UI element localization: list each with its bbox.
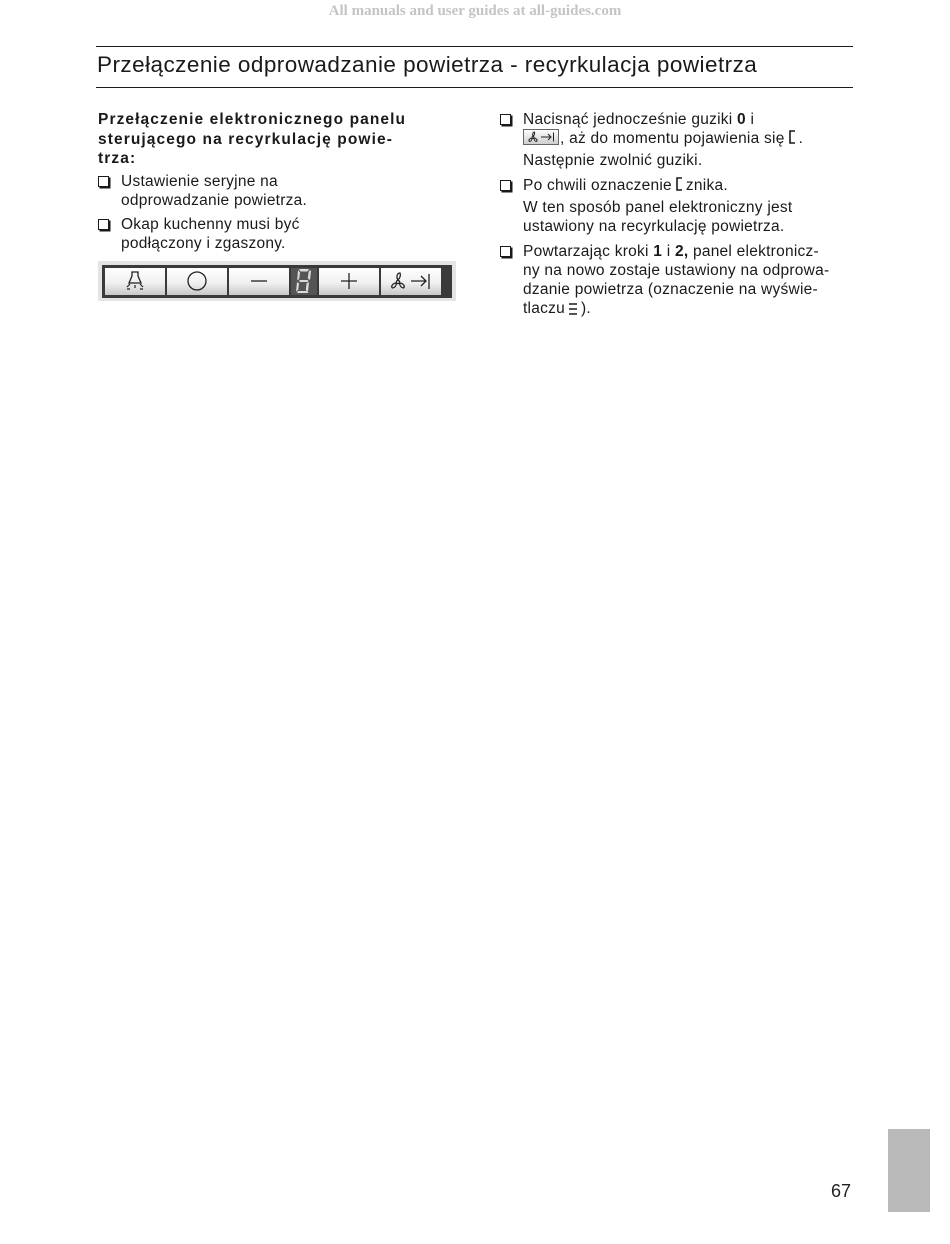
text-segment: znika. W ten sposób panel elektroniczny jest ustawiony na recyrkulację powietrza.: [523, 177, 793, 235]
title-rule-bottom: [96, 87, 853, 88]
step-2-text: [523, 177, 792, 235]
right-bullet-list: [500, 110, 880, 321]
text-segment: Po chwili oznaczenie: [523, 177, 672, 194]
left-bullet-list: [98, 172, 458, 253]
checkbox-bullet-icon: [500, 180, 511, 191]
page-number: 67: [831, 1181, 852, 1201]
minus-icon: [229, 268, 289, 295]
seven-segment-8-icon: [291, 268, 317, 295]
recirculation-symbol-icon: [787, 129, 797, 151]
section-subheading: Przełączenie elektronicznego panelu sterującego na recyrkulację powie- trza:: [98, 111, 407, 167]
page-title: Przełączenie odprowadzanie powietrza - recyrkulacja powietrza: [97, 52, 758, 77]
step-ref-2: 2: [674, 243, 684, 260]
control-panel-illustration: [98, 261, 456, 301]
checkbox-bullet-icon: [98, 219, 109, 230]
text-segment: panel elektronicz- ny na nowo zostaje ustawiony na odprowa- dzanie powietrza (oznaczenie na wyświe- tlaczu: [523, 243, 830, 317]
list-item: [500, 242, 880, 321]
checkbox-bullet-icon: [500, 114, 511, 125]
exhaust-symbol-icon: [567, 299, 579, 321]
side-tab: [888, 1129, 930, 1212]
text-segment: i: [662, 243, 675, 260]
left-column: [98, 110, 458, 301]
list-item: [500, 110, 880, 170]
text-segment: i: [745, 111, 755, 128]
list-item: [98, 215, 458, 253]
fan-arrow-icon: [381, 268, 441, 295]
list-item-text: Okap kuchenny musi być podłączony i zgaszony.: [121, 215, 300, 252]
text-segment: , aż do momentu pojawienia się: [560, 130, 785, 147]
right-column: [500, 110, 880, 327]
key-0-label: 0: [737, 111, 746, 128]
circle-icon: [167, 268, 227, 295]
step-ref-comma: ,: [683, 243, 689, 260]
list-item: [500, 176, 880, 236]
step-3-text: [523, 243, 829, 317]
step-ref-1: 1: [653, 243, 663, 260]
fan-arrow-button-icon: [523, 129, 559, 145]
text-segment: . Następnie zwolnić guziki.: [523, 130, 804, 169]
text-segment: Powtarzając kroki: [523, 243, 654, 260]
title-rule-top: [96, 46, 853, 47]
watermark: All manuals and user guides at all-guides.com: [328, 3, 622, 19]
recirculation-symbol-icon: [674, 176, 684, 198]
text-segment: ).: [581, 300, 591, 317]
checkbox-bullet-icon: [500, 246, 511, 257]
checkbox-bullet-icon: [98, 176, 109, 187]
plus-icon: [319, 268, 379, 295]
list-item: [98, 172, 458, 210]
step-1-text: [523, 111, 803, 169]
text-segment: Nacisnąć jednocześnie guziki: [523, 111, 738, 128]
lamp-icon: [105, 268, 165, 295]
list-item-text: Ustawienie seryjne na odprowadzanie powietrza.: [121, 172, 308, 209]
